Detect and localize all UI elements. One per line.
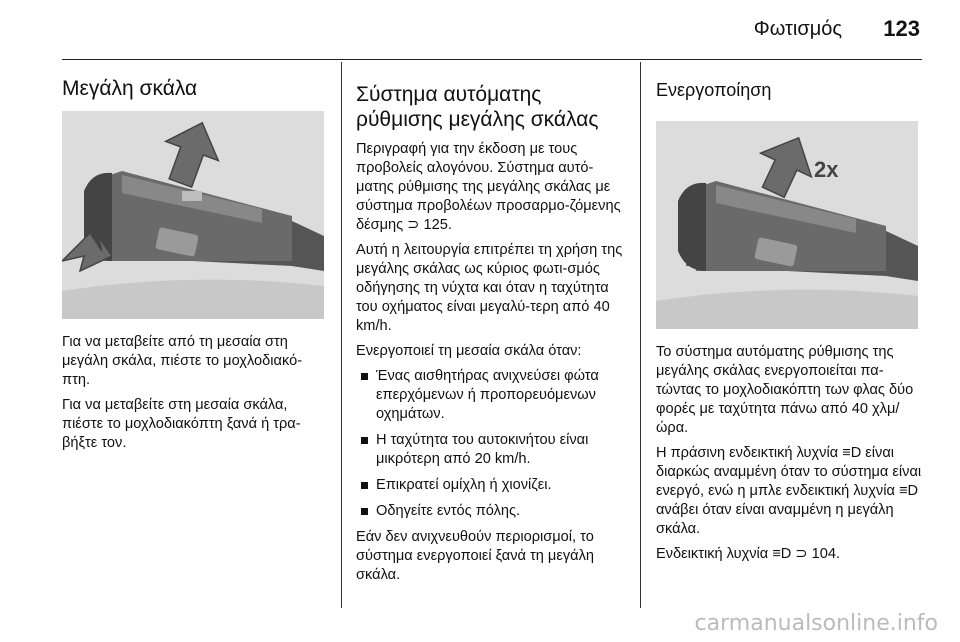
col1-paragraph-1: Για να μεταβείτε από τη μεσαία στη μεγάλη σκάλα, πιέστε το μοχλοδιακό-πτη. <box>62 334 303 388</box>
column-activation <box>656 62 922 570</box>
conditions-list <box>356 367 626 521</box>
list-item: Οδηγείτε εντός πόλης. <box>356 502 626 521</box>
col2-paragraph-1: Περιγραφή για την έκδοση με τους προβολείς αλογόνου. Σύστημα αυτό-ματης ρύθμισης της μεγάλης σκάλας με σύστημα προβολέων προσαρμο-ζόμενης δέσμης ⊃ 125. <box>356 141 621 233</box>
heading-activation: Ενεργοποίηση <box>656 80 772 100</box>
col2-paragraph-3: Ενεργοποιεί τη μεσαία σκάλα όταν: <box>356 343 582 359</box>
page-number: 123 <box>883 16 920 41</box>
heading-auto-high-beam <box>356 82 626 132</box>
page-header <box>0 0 960 60</box>
list-item: Ένας αισθητήρας ανιχνεύσει φώτα επερχόμενων ή προπορευόμενων οχημάτων. <box>356 367 626 424</box>
col2-paragraph-2: Αυτή η λειτουργία επιτρέπει τη χρήση της μεγάλης σκάλας ως κύριος φωτι-σμός οδήγησης τη νύχτα και όταν η ταχύτητα του οχήματος είναι μεγαλύ-τερη από 40 km/h. <box>356 242 623 334</box>
col1-paragraph-2: Για να μεταβείτε στη μεσαία σκάλα, πιέστε το μοχλοδιακόπτη ξανά ή τρα-βήξτε τον. <box>62 397 301 451</box>
figure-label: 2x <box>814 157 839 182</box>
col3-paragraph-3: Ενδεικτική λυχνία ≡D ⊃ 104. <box>656 546 841 562</box>
col3-paragraph-1: Το σύστημα αυτόματης ρύθμισης της μεγάλης σκάλας ενεργοποιείται πα-τώντας το μοχλοδιακόπτη των φλας δύο φορές με ταχύτητα πάνω από 40 χλμ/ώρα. <box>656 344 914 436</box>
list-item: Η ταχύτητα του αυτοκινήτου είναι μικρότερη από 20 km/h. <box>356 431 626 469</box>
heading-line-1: Σύστημα αυτόματης <box>356 83 542 106</box>
list-item: Επικρατεί ομίχλη ή χιονίζει. <box>356 476 626 495</box>
watermark: carmanualsonline.info <box>694 611 938 636</box>
header-rule <box>62 59 922 60</box>
section-title: Φωτισμός <box>753 18 842 40</box>
heading-high-beam: Μεγάλη σκάλα <box>62 77 198 100</box>
stalk-figure-push-pull <box>62 111 324 319</box>
col2-paragraph-4: Εάν δεν ανιχνευθούν περιορισμοί, το σύστημα ενεργοποιεί ξανά τη μεγάλη σκάλα. <box>356 529 594 583</box>
col3-paragraph-2: Η πράσινη ενδεικτική λυχνία ≡D είναι διαρκώς αναμμένη όταν το σύστημα είναι ενεργό, ενώ η μπλε ενδεικτική λυχνία ≡D ανάβει όταν είναι αναμμένη η μεγάλη σκάλα. <box>656 445 922 537</box>
stalk-figure-2x <box>656 121 918 329</box>
heading-line-2: ρύθμισης μεγάλης σκάλας <box>356 108 599 131</box>
column-divider-2 <box>640 62 641 608</box>
column-auto-high-beam <box>356 62 626 591</box>
column-divider-1 <box>341 62 342 608</box>
column-high-beam <box>62 62 330 459</box>
